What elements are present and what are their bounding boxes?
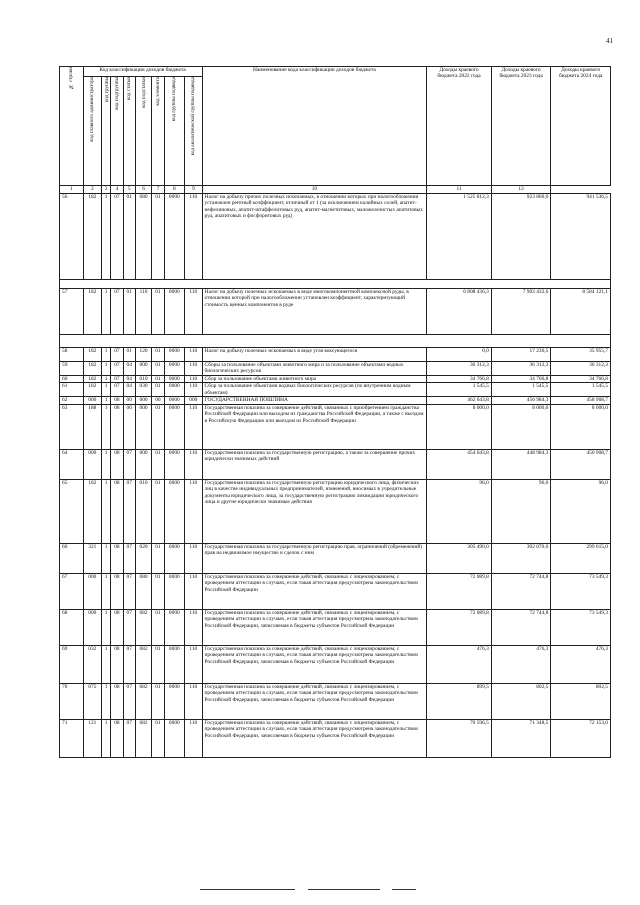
code-group-cell: 1 [102,383,111,397]
code-article-cell: 04 [123,362,135,376]
code-subgroup-cell: 08 [111,397,123,404]
revenue-2023-cell: 8 000,0 [491,404,551,449]
code-element-cell: 00 [152,397,164,404]
column-number-row [60,186,611,194]
header-code-analytic-group: код аналитической группы подвида [185,77,202,186]
code-group-cell: 1 [102,449,111,479]
code-subgroup-cell: 07 [111,289,123,335]
revenue-2024-cell: 73 549,3 [551,609,611,645]
column-number: 11 [427,186,492,194]
revenue-2023-cell: 96,0 [491,479,551,543]
revenue-name-cell: Государственная пошлина за государственную регистрацию, а также за совершение прочих юридически значимых действий [202,449,427,479]
row-number-cell: 63 [60,404,84,449]
code-subtype-group-cell: 0000 [164,348,185,362]
code-article-cell: 07 [123,479,135,543]
revenue-2023-cell: 71 348,5 [491,719,551,757]
row-number-cell: 69 [60,645,84,683]
code-article-cell: 07 [123,719,135,757]
column-number: 9 [185,186,202,194]
code-group-cell: 1 [102,573,111,609]
code-article-cell: 04 [123,376,135,383]
table-row [60,404,611,449]
code-analytic-group-cell: 110 [185,362,202,376]
table-row [60,609,611,645]
code-element-cell: 01 [152,683,164,719]
code-article-cell: 06 [123,404,135,449]
revenue-2022-cell: 8 000,0 [427,404,492,449]
table-row [60,348,611,362]
header-year-2022: Доходы краевого бюджета 2022 года [427,67,492,186]
header-code-element: код элемента [152,77,164,186]
row-number-cell: 57 [60,289,84,335]
table-row [60,376,611,383]
code-admin-cell: 000 [83,609,101,645]
code-subgroup-cell: 08 [111,719,123,757]
code-analytic-group-cell: 110 [185,383,202,397]
code-article-cell: 07 [123,645,135,683]
revenue-2024-cell: 458 908,7 [551,397,611,404]
code-subarticle-cell: 010 [135,479,151,543]
footer-lines [200,889,460,893]
code-analytic-group-cell: 110 [185,719,202,757]
revenue-2023-cell: 36 312,3 [491,362,551,376]
column-number: 2 [83,186,101,194]
code-subarticle-cell: 000 [135,362,151,376]
header-code-article: код статьи [123,77,135,186]
revenue-2024-cell: 96,0 [551,479,611,543]
code-subarticle-cell: 010 [135,376,151,383]
code-element-cell: 01 [152,645,164,683]
header-year-2023: Доходы краевого бюджета 2023 года [491,67,551,186]
revenue-2023-cell: 923 860,0 [491,194,551,280]
code-subtype-group-cell: 0000 [164,719,185,757]
code-subarticle-cell: 110 [135,289,151,335]
column-number: 7 [152,186,164,194]
header-year-2024: Доходы краевого бюджета 2024 года [551,67,611,186]
table-row [60,289,611,335]
revenue-2022-cell: 6 808 436,3 [427,289,492,335]
column-number: 4 [111,186,123,194]
revenue-2022-cell: 36 312,3 [427,362,492,376]
row-spacer [60,335,611,348]
revenue-2023-cell: 1 545,5 [491,383,551,397]
row-number-cell: 64 [60,449,84,479]
code-subarticle-cell: 082 [135,645,151,683]
code-article-cell: 00 [123,397,135,404]
column-number: 1 [60,186,84,194]
revenue-2024-cell: 1 545,5 [551,383,611,397]
revenue-2023-cell: 476,3 [491,645,551,683]
column-number: 3 [102,186,111,194]
code-subtype-group-cell: 0000 [164,573,185,609]
column-number: 12 [491,186,551,194]
revenue-name-cell: Государственная пошлина за совершение действий, связанных с лицензированием, с проведением аттестации в случаях, если такая аттестация предусмотрена законодательством Российской Федерации, зачисляемая в бюджеты субъектов Российской Федерации [202,719,427,757]
code-subarticle-cell: 080 [135,194,151,280]
code-group-cell: 1 [102,479,111,543]
header-code-group: Код классификации доходов бюджета [83,67,202,77]
table-row [60,645,611,683]
code-article-cell: 07 [123,449,135,479]
revenue-2022-cell: 476,3 [427,645,492,683]
column-number: 5 [123,186,135,194]
revenue-2022-cell: 305 490,0 [427,543,492,573]
revenue-2022-cell: 899,5 [427,683,492,719]
code-subgroup-cell: 08 [111,449,123,479]
revenue-2023-cell: 302 070,0 [491,543,551,573]
code-subtype-group-cell: 0000 [164,397,185,404]
code-analytic-group-cell: 110 [185,449,202,479]
table-row [60,479,611,543]
code-subarticle-cell: 030 [135,383,151,397]
code-subgroup-cell: 08 [111,609,123,645]
code-element-cell: 01 [152,194,164,280]
code-group-cell: 1 [102,289,111,335]
code-subarticle-cell: 082 [135,683,151,719]
code-subarticle-cell: 082 [135,609,151,645]
revenue-name-cell: Налог на добычу полезных ископаемых в виде угля коксующегося [202,348,427,362]
code-analytic-group-cell: 110 [185,573,202,609]
revenue-2024-cell: 476,3 [551,645,611,683]
code-subtype-group-cell: 0000 [164,289,185,335]
code-group-cell: 1 [102,404,111,449]
revenue-2022-cell: 1 525 812,3 [427,194,492,280]
header-code-group: код группы [102,77,111,186]
row-number-cell: 62 [60,397,84,404]
code-analytic-group-cell: 000 [185,397,202,404]
code-group-cell: 1 [102,683,111,719]
code-subtype-group-cell: 0000 [164,362,185,376]
revenue-2023-cell: 448 984,3 [491,449,551,479]
code-subarticle-cell: 000 [135,449,151,479]
row-number-cell: 70 [60,683,84,719]
code-article-cell: 07 [123,683,135,719]
row-number-cell: 61 [60,383,84,397]
code-subgroup-cell: 07 [111,194,123,280]
column-number: 6 [135,186,151,194]
code-subtype-group-cell: 0000 [164,609,185,645]
code-subtype-group-cell: 0000 [164,376,185,383]
code-subgroup-cell: 07 [111,362,123,376]
code-element-cell: 01 [152,573,164,609]
table-row [60,397,611,404]
row-number-cell: 58 [60,348,84,362]
page-number: 41 [606,37,613,45]
revenue-2022-cell: 70 596,5 [427,719,492,757]
code-subarticle-cell: 000 [135,397,151,404]
code-group-cell: 1 [102,609,111,645]
code-subtype-group-cell: 0000 [164,479,185,543]
revenue-2024-cell: 35 955,7 [551,348,611,362]
table-row [60,683,611,719]
header-code-admin: код главного администратора [83,77,101,186]
code-element-cell: 01 [152,383,164,397]
revenue-2022-cell: 0,0 [427,348,492,362]
code-subgroup-cell: 08 [111,645,123,683]
header-code-subtype-group: код группы подвида [164,77,185,186]
code-group-cell: 1 [102,194,111,280]
revenue-2024-cell: 941 536,5 [551,194,611,280]
revenue-2024-cell: 34 766,8 [551,376,611,383]
revenue-2023-cell: 34 766,8 [491,376,551,383]
revenue-name-cell: Сбор за пользование объектами водных биологических ресурсов (по внутренним водным объектам) [202,383,427,397]
code-subarticle-cell: 000 [135,404,151,449]
row-number-cell: 68 [60,609,84,645]
code-element-cell: 01 [152,362,164,376]
revenue-name-cell: Налог на добычу прочих полезных ископаемых, в отношении которых при налогообложении установлен рентный коэффициент, отличный от 1 (за исключением калийных солей, апатит-нефелиновых, апатит-штаффелитовых руд, апатит-магнетитовых, маложелезистых апатитовых руд, апатитовых и фосфоритовых руд) [202,194,427,280]
code-element-cell: 01 [152,348,164,362]
code-admin-cell: 121 [83,719,101,757]
budget-revenue-table [59,66,611,758]
revenue-2023-cell: 7 903 432,6 [491,289,551,335]
code-admin-cell: 182 [83,479,101,543]
code-group-cell: 1 [102,397,111,404]
row-number-cell: 65 [60,479,84,543]
code-element-cell: 01 [152,479,164,543]
code-element-cell: 01 [152,289,164,335]
revenue-2023-cell: 17 236,5 [491,348,551,362]
code-article-cell: 07 [123,543,135,573]
revenue-name-cell: Государственная пошлина за совершение действий, связанных с приобретением гражданства Российской Федерации или выходом из гражданства Российской Федерации, а также с въездом в Российскую Федерацию или выездом из Российской Федерации [202,404,427,449]
code-admin-cell: 000 [83,397,101,404]
code-article-cell: 01 [123,289,135,335]
revenue-name-cell: Сбор за пользование объектами животного мира [202,376,427,383]
revenue-name-cell: Налог на добычу полезных ископаемых в виде многокомпонентной комплексной руды, в отношении которой при налогообложении установлен коэффициент, характеризующий стоимость ценных компонентов в руде [202,289,427,335]
revenue-2024-cell: 8 584 121,1 [551,289,611,335]
code-subtype-group-cell: 0000 [164,645,185,683]
revenue-2022-cell: 96,0 [427,479,492,543]
code-element-cell: 01 [152,376,164,383]
code-subtype-group-cell: 0000 [164,404,185,449]
code-subarticle-cell: 080 [135,573,151,609]
code-admin-cell: 182 [83,194,101,280]
code-subgroup-cell: 08 [111,479,123,543]
code-admin-cell: 182 [83,383,101,397]
revenue-2022-cell: 454 643,8 [427,449,492,479]
row-number-cell: 56 [60,194,84,280]
revenue-name-cell: Сборы за пользование объектами животного мира и за пользование объектами водных биологических ресурсов [202,362,427,376]
code-admin-cell: 182 [83,289,101,335]
code-analytic-group-cell: 110 [185,645,202,683]
code-element-cell: 01 [152,543,164,573]
revenue-name-cell: Государственная пошлина за совершение действий, связанных с лицензированием, с проведением аттестации в случаях, если такая аттестация предусмотрена законодательством Российской Федерации [202,573,427,609]
revenue-2024-cell: 802,5 [551,683,611,719]
revenue-2024-cell: 73 549,3 [551,573,611,609]
revenue-2024-cell: 299 615,0 [551,543,611,573]
row-number-cell: 67 [60,573,84,609]
code-group-cell: 1 [102,376,111,383]
row-number-cell: 59 [60,362,84,376]
code-admin-cell: 182 [83,376,101,383]
code-analytic-group-cell: 110 [185,404,202,449]
code-analytic-group-cell: 110 [185,289,202,335]
code-subgroup-cell: 07 [111,376,123,383]
code-group-cell: 1 [102,543,111,573]
code-admin-cell: 075 [83,683,101,719]
revenue-2024-cell: 450 908,7 [551,449,611,479]
code-subgroup-cell: 07 [111,348,123,362]
revenue-2023-cell: 802,5 [491,683,551,719]
revenue-2024-cell: 72 153,0 [551,719,611,757]
column-number: 10 [202,186,427,194]
code-admin-cell: 188 [83,404,101,449]
code-subarticle-cell: 020 [135,543,151,573]
table-row [60,543,611,573]
revenue-2022-cell: 34 766,8 [427,376,492,383]
code-analytic-group-cell: 110 [185,376,202,383]
revenue-name-cell: Государственная пошлина за совершение действий, связанных с лицензированием, с проведением аттестации в случаях, если такая аттестация предусмотрена законодательством Российской Федерации, зачисляемая в бюджеты субъектов Российской Федерации [202,609,427,645]
code-admin-cell: 032 [83,645,101,683]
code-subtype-group-cell: 0000 [164,194,185,280]
code-subgroup-cell: 08 [111,683,123,719]
table-row [60,719,611,757]
code-analytic-group-cell: 110 [185,683,202,719]
revenue-name-cell: Государственная пошлина за совершение действий, связанных с лицензированием, с проведением аттестации в случаях, если такая аттестация предусмотрена законодательством Российской Федерации, зачисляемая в бюджеты субъектов Российской Федерации [202,645,427,683]
code-admin-cell: 000 [83,449,101,479]
code-analytic-group-cell: 110 [185,609,202,645]
code-group-cell: 1 [102,362,111,376]
revenue-name-cell: Государственная пошлина за государственную регистрацию юридического лица, физических лиц в качестве индивидуальных предпринимателей, изменений, вносимых в учредительные документы юридического лица, за государственную регистрацию ликвидации юридического лица и другие юридически значимые действия [202,479,427,543]
revenue-2024-cell: 8 000,0 [551,404,611,449]
revenue-name-cell: ГОСУДАРСТВЕННАЯ ПОШЛИНА [202,397,427,404]
code-group-cell: 1 [102,348,111,362]
revenue-name-cell: Государственная пошлина за государственную регистрацию прав, ограничений (обременений) прав на недвижимое имущество и сделок с ним [202,543,427,573]
code-subtype-group-cell: 0000 [164,383,185,397]
code-admin-cell: 000 [83,573,101,609]
revenue-2022-cell: 72 089,8 [427,609,492,645]
code-element-cell: 01 [152,719,164,757]
code-subarticle-cell: 082 [135,719,151,757]
code-analytic-group-cell: 110 [185,479,202,543]
revenue-2023-cell: 72 744,8 [491,573,551,609]
code-subgroup-cell: 07 [111,383,123,397]
revenue-2023-cell: 456 984,3 [491,397,551,404]
code-admin-cell: 182 [83,362,101,376]
code-article-cell: 07 [123,573,135,609]
code-article-cell: 07 [123,609,135,645]
code-element-cell: 01 [152,609,164,645]
code-subtype-group-cell: 0000 [164,543,185,573]
code-analytic-group-cell: 110 [185,348,202,362]
column-number: 8 [164,186,185,194]
revenue-name-cell: Государственная пошлина за совершение действий, связанных с лицензированием, с проведением аттестации в случаях, если такая аттестация предусмотрена законодательством Российской Федерации, зачисляемая в бюджеты субъектов Российской Федерации [202,683,427,719]
header-name: Наименование кода классификации доходов бюджета [202,67,427,186]
code-subtype-group-cell: 0000 [164,683,185,719]
table-row [60,362,611,376]
code-article-cell: 01 [123,348,135,362]
code-analytic-group-cell: 110 [185,543,202,573]
code-admin-cell: 182 [83,348,101,362]
code-article-cell: 01 [123,194,135,280]
revenue-2022-cell: 1 545,5 [427,383,492,397]
header-code-subgroup: код подгруппы [111,77,123,186]
code-subgroup-cell: 08 [111,404,123,449]
row-number-cell: 66 [60,543,84,573]
code-article-cell: 04 [123,383,135,397]
table-row [60,449,611,479]
table-row [60,194,611,280]
code-subgroup-cell: 08 [111,543,123,573]
revenue-2024-cell: 36 312,3 [551,362,611,376]
code-subarticle-cell: 120 [135,348,151,362]
row-spacer [60,280,611,289]
code-group-cell: 1 [102,719,111,757]
row-number-cell: 71 [60,719,84,757]
code-subtype-group-cell: 0000 [164,449,185,479]
revenue-2022-cell: 72 089,8 [427,573,492,609]
code-analytic-group-cell: 110 [185,194,202,280]
code-element-cell: 01 [152,449,164,479]
table-row [60,573,611,609]
header-row-number: № строки [60,67,84,186]
code-element-cell: 01 [152,404,164,449]
revenue-2023-cell: 72 744,8 [491,609,551,645]
row-number-cell: 60 [60,376,84,383]
code-subgroup-cell: 08 [111,573,123,609]
header-code-subarticle: код подстатьи [135,77,151,186]
table-row [60,383,611,397]
revenue-2022-cell: 462 643,8 [427,397,492,404]
code-group-cell: 1 [102,645,111,683]
code-admin-cell: 321 [83,543,101,573]
